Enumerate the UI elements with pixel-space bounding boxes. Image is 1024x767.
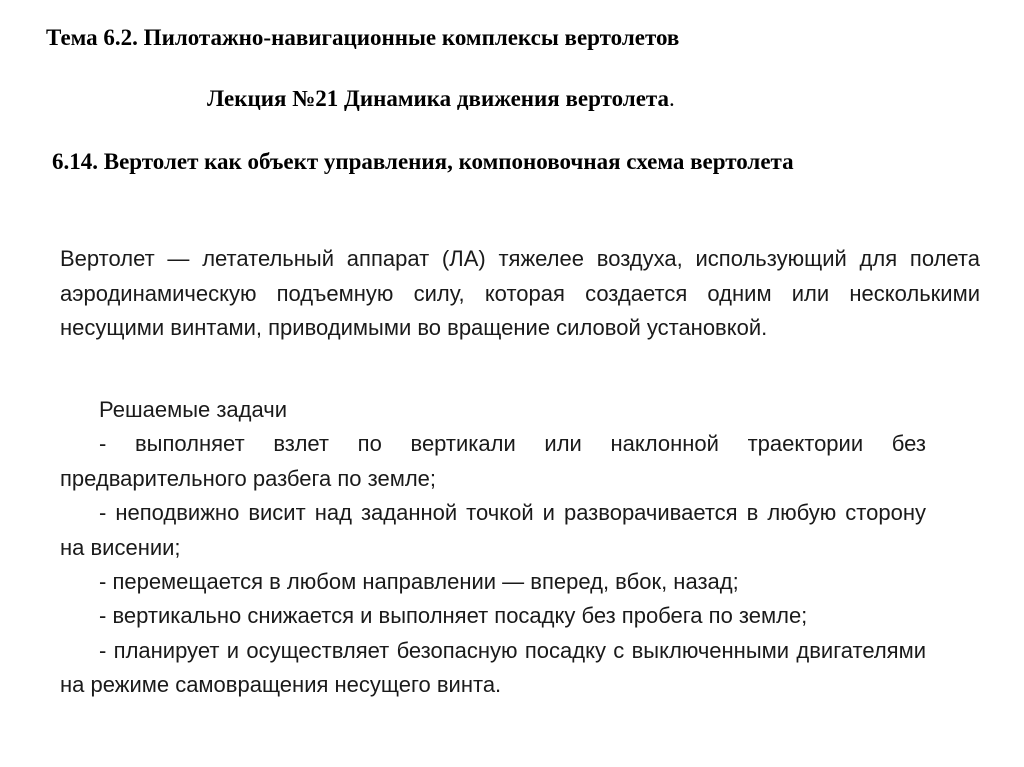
- topic-title: Тема 6.2. Пилотажно-навигационные комплексы вертолетов: [46, 25, 680, 50]
- lecture-title: [207, 86, 675, 112]
- task-item-vertical-landing: - вертикально снижается и выполняет посадку без пробега по земле;: [99, 603, 808, 629]
- definition-paragraph: Вертолет — летательный аппарат (ЛА) тяжелее воздуха, использующий для полета аэродинамическую подъемную силу, которая создается одним или несколькими несущими винтами, приводимыми во вращение силовой установкой.: [60, 246, 980, 341]
- task-item-autorotation-landing: - планирует и осуществляет безопасную посадку с выключенными двигателями на режиме самовращения несущего винта.: [60, 637, 926, 698]
- task-item-hover: - неподвижно висит над заданной точкой и разворачивается в любую сторону на висении;: [60, 500, 926, 560]
- task-item-move-any-direction: - перемещается в любом направлении — вперед, вбок, назад;: [99, 569, 739, 595]
- lecture-title-suffix: .: [669, 86, 675, 111]
- task-item-vertical-takeoff: - выполняет взлет по вертикали или наклонной траектории без предварительного разбега по земле;: [60, 431, 926, 491]
- tasks-heading: Решаемые задачи: [99, 397, 288, 422]
- lecture-title-text: Лекция №21 Динамика движения вертолета: [207, 86, 669, 111]
- tasks-block: [60, 393, 926, 703]
- section-title: 6.14. Вертолет как объект управления, компоновочная схема вертолета: [52, 149, 794, 174]
